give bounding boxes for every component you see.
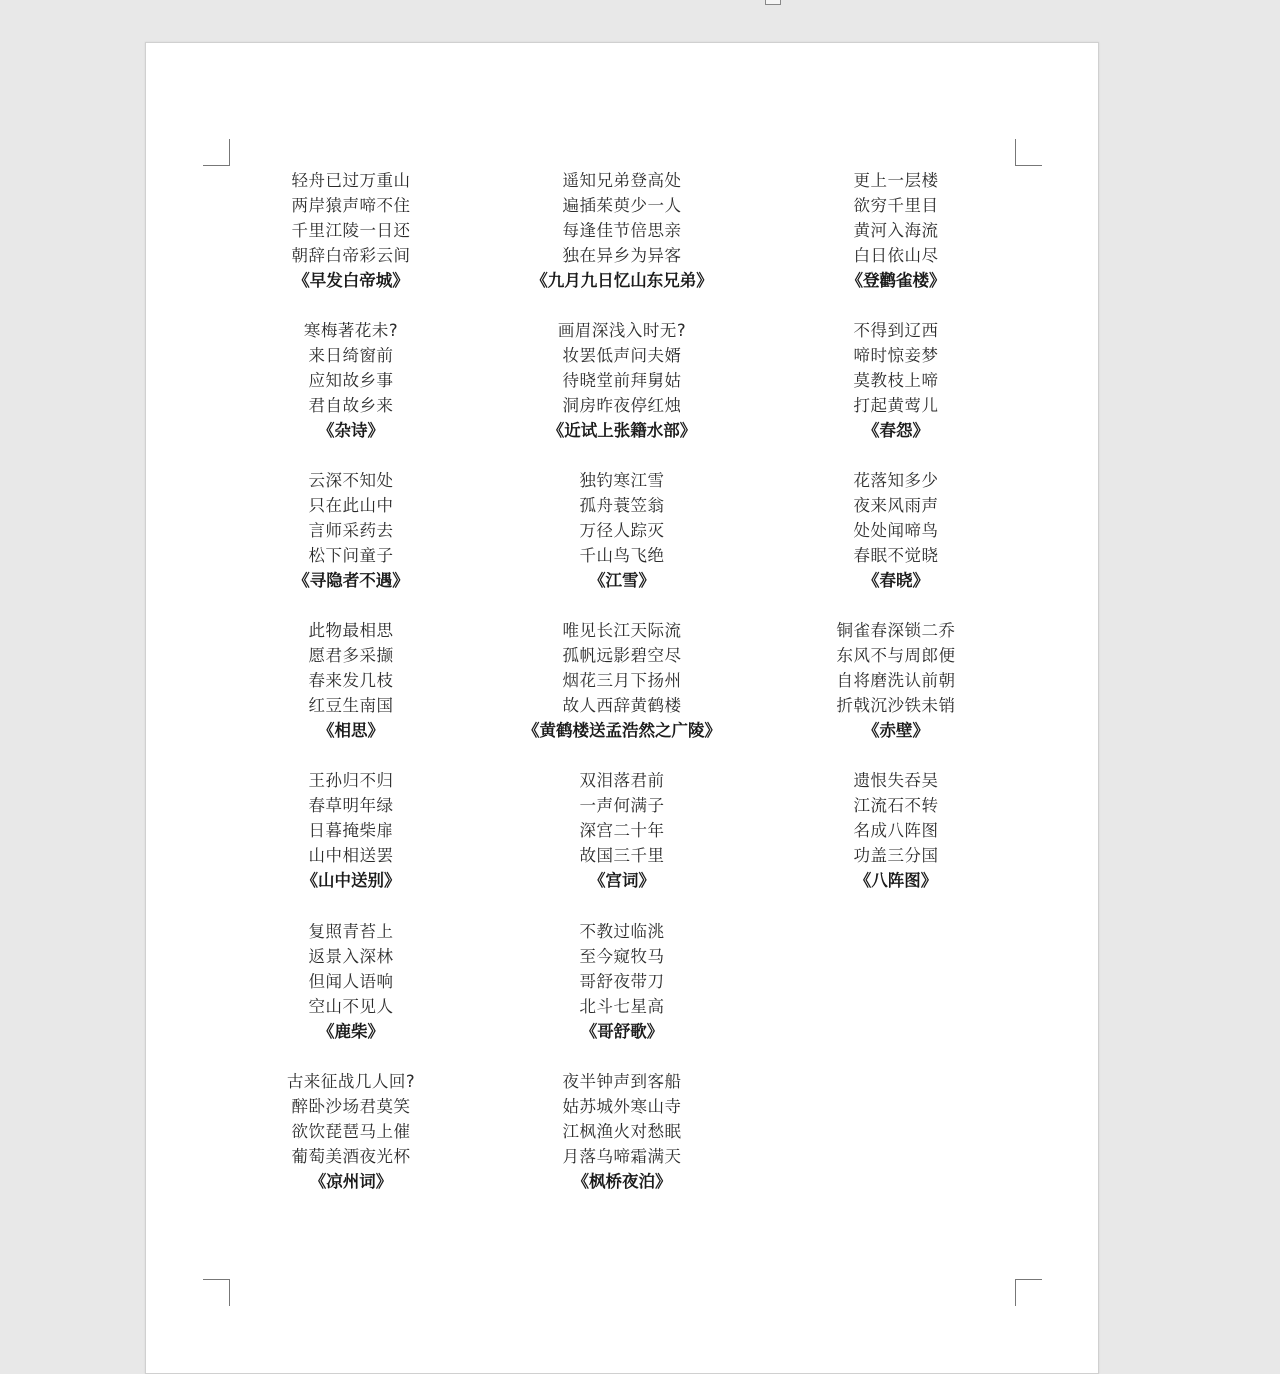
poem-line: 春草明年绿 [308, 796, 394, 815]
poem-line: 云深不知处 [308, 471, 394, 490]
poem-block [492, 768, 752, 893]
poem-line: 打起黄莺儿 [853, 396, 939, 415]
poem-title: 《春怨》 [863, 421, 929, 440]
poem-title: 《登鹳雀楼》 [846, 271, 946, 290]
poem-block [221, 1069, 481, 1194]
poem-line: 孤帆远影碧空尽 [562, 646, 682, 665]
poem-block [221, 768, 481, 893]
poem-block [221, 919, 481, 1044]
poem-line: 醉卧沙场君莫笑 [291, 1097, 411, 1116]
poem-line: 只在此山中 [308, 496, 394, 515]
poem-line: 夜来风雨声 [853, 496, 939, 515]
poem-line: 不得到辽西 [853, 321, 939, 340]
poem-line: 故人西辞黄鹤楼 [562, 696, 682, 715]
poem-line: 功盖三分国 [853, 846, 939, 865]
poem-title: 《凉州词》 [309, 1172, 393, 1191]
poem-block [766, 468, 1026, 593]
poem-block [766, 168, 1026, 293]
poem-line: 君自故乡来 [308, 396, 394, 415]
poem-line: 愿君多采撷 [308, 646, 394, 665]
poem-block [766, 618, 1026, 743]
poem-title: 《山中送别》 [301, 871, 401, 890]
poem-line: 山中相送罢 [308, 846, 394, 865]
crop-mark-bottom-left [203, 1279, 230, 1306]
poem-line: 两岸猿声啼不住 [291, 196, 411, 215]
poem-line: 待晓堂前拜舅姑 [562, 371, 682, 390]
poem-line: 铜雀春深锁二乔 [836, 621, 956, 640]
poem-line: 空山不见人 [308, 997, 394, 1016]
poem-title: 《江雪》 [589, 571, 655, 590]
poem-line: 王孙归不归 [308, 771, 394, 790]
ruler-marker [765, 0, 781, 5]
poem-line: 复照青苔上 [308, 922, 394, 941]
poem-line: 东风不与周郎便 [836, 646, 956, 665]
poem-line: 花落知多少 [853, 471, 939, 490]
poem-line: 处处闻啼鸟 [853, 521, 939, 540]
document-page [145, 42, 1099, 1374]
poem-line: 北斗七星高 [579, 997, 665, 1016]
poem-title: 《宫词》 [589, 871, 655, 890]
crop-mark-top-right [1015, 139, 1042, 166]
poem-title: 《杂诗》 [318, 421, 384, 440]
poem-title: 《近试上张籍水部》 [547, 421, 697, 440]
poem-line: 名成八阵图 [853, 821, 939, 840]
poem-line: 遗恨失吞吴 [853, 771, 939, 790]
poem-line: 轻舟已过万重山 [291, 171, 411, 190]
poem-line: 欲穷千里目 [853, 196, 939, 215]
poem-title: 《黄鹤楼送孟浩然之广陵》 [523, 721, 721, 740]
poem-line: 独在异乡为异客 [562, 246, 682, 265]
poem-block [492, 618, 752, 743]
poem-line: 至今窥牧马 [579, 947, 665, 966]
poem-line: 来日绮窗前 [308, 346, 394, 365]
poem-line: 朝辞白帝彩云间 [291, 246, 411, 265]
poem-line: 松下问童子 [308, 546, 394, 565]
poem-line: 洞房昨夜停红烛 [562, 396, 682, 415]
poem-line: 不教过临洮 [579, 922, 665, 941]
poem-block [221, 168, 481, 293]
poem-title: 《相思》 [318, 721, 384, 740]
poem-line: 古来征战几人回? [286, 1072, 416, 1091]
poem-title: 《寻隐者不遇》 [293, 571, 409, 590]
poem-line: 但闻人语响 [308, 972, 394, 991]
poem-title: 《早发白帝城》 [293, 271, 409, 290]
poem-line: 黄河入海流 [853, 221, 939, 240]
poem-line: 每逢佳节倍思亲 [562, 221, 682, 240]
poem-block [492, 318, 752, 443]
poem-line: 遍插茱萸少一人 [562, 196, 682, 215]
poem-line: 万径人踪灭 [579, 521, 665, 540]
poem-line: 一声何满子 [579, 796, 665, 815]
poem-block [766, 768, 1026, 893]
poem-line: 白日依山尽 [853, 246, 939, 265]
poem-line: 深宫二十年 [579, 821, 665, 840]
poem-title: 《八阵图》 [854, 871, 938, 890]
poem-block [492, 1069, 752, 1194]
poem-block [221, 468, 481, 593]
poem-block [221, 618, 481, 743]
poem-line: 日暮掩柴扉 [308, 821, 394, 840]
poem-line: 寒梅著花未? [303, 321, 399, 340]
poem-block [492, 168, 752, 293]
poem-line: 折戟沉沙铁未销 [836, 696, 956, 715]
poem-line: 哥舒夜带刀 [579, 972, 665, 991]
poem-line: 返景入深林 [308, 947, 394, 966]
poem-block [221, 318, 481, 443]
poem-title: 《九月九日忆山东兄弟》 [531, 271, 713, 290]
poem-line: 月落乌啼霜满天 [562, 1147, 682, 1166]
crop-mark-top-left [203, 139, 230, 166]
poem-line: 妆罢低声问夫婿 [562, 346, 682, 365]
poem-line: 更上一层楼 [853, 171, 939, 190]
poem-block [492, 468, 752, 593]
poem-line: 红豆生南国 [308, 696, 394, 715]
poem-line: 双泪落君前 [579, 771, 665, 790]
poem-line: 烟花三月下扬州 [562, 671, 682, 690]
crop-mark-bottom-right [1015, 1279, 1042, 1306]
poem-block [766, 318, 1026, 443]
poem-title: 《哥舒歌》 [580, 1022, 664, 1041]
poem-line: 独钓寒江雪 [579, 471, 665, 490]
poem-line: 自将磨洗认前朝 [836, 671, 956, 690]
poem-line: 啼时惊妾梦 [853, 346, 939, 365]
poem-title: 《春晓》 [863, 571, 929, 590]
poem-line: 言师采药去 [308, 521, 394, 540]
poem-line: 葡萄美酒夜光杯 [291, 1147, 411, 1166]
poem-line: 此物最相思 [308, 621, 394, 640]
poem-line: 千里江陵一日还 [291, 221, 411, 240]
poem-line: 唯见长江天际流 [562, 621, 682, 640]
poem-line: 千山鸟飞绝 [579, 546, 665, 565]
poem-line: 江枫渔火对愁眠 [562, 1122, 682, 1141]
poem-line: 江流石不转 [853, 796, 939, 815]
poem-line: 姑苏城外寒山寺 [562, 1097, 682, 1116]
poem-line: 夜半钟声到客船 [562, 1072, 682, 1091]
poem-line: 故国三千里 [579, 846, 665, 865]
poem-title: 《鹿柴》 [318, 1022, 384, 1041]
poem-block [492, 919, 752, 1044]
poem-title: 《枫桥夜泊》 [572, 1172, 672, 1191]
poem-line: 应知故乡事 [308, 371, 394, 390]
poem-line: 画眉深浅入时无? [557, 321, 687, 340]
poem-line: 春来发几枝 [308, 671, 394, 690]
poem-line: 孤舟蓑笠翁 [579, 496, 665, 515]
poem-title: 《赤壁》 [863, 721, 929, 740]
poem-line: 遥知兄弟登高处 [562, 171, 682, 190]
poem-line: 欲饮琵琶马上催 [291, 1122, 411, 1141]
poem-line: 莫教枝上啼 [853, 371, 939, 390]
poem-line: 春眠不觉晓 [853, 546, 939, 565]
